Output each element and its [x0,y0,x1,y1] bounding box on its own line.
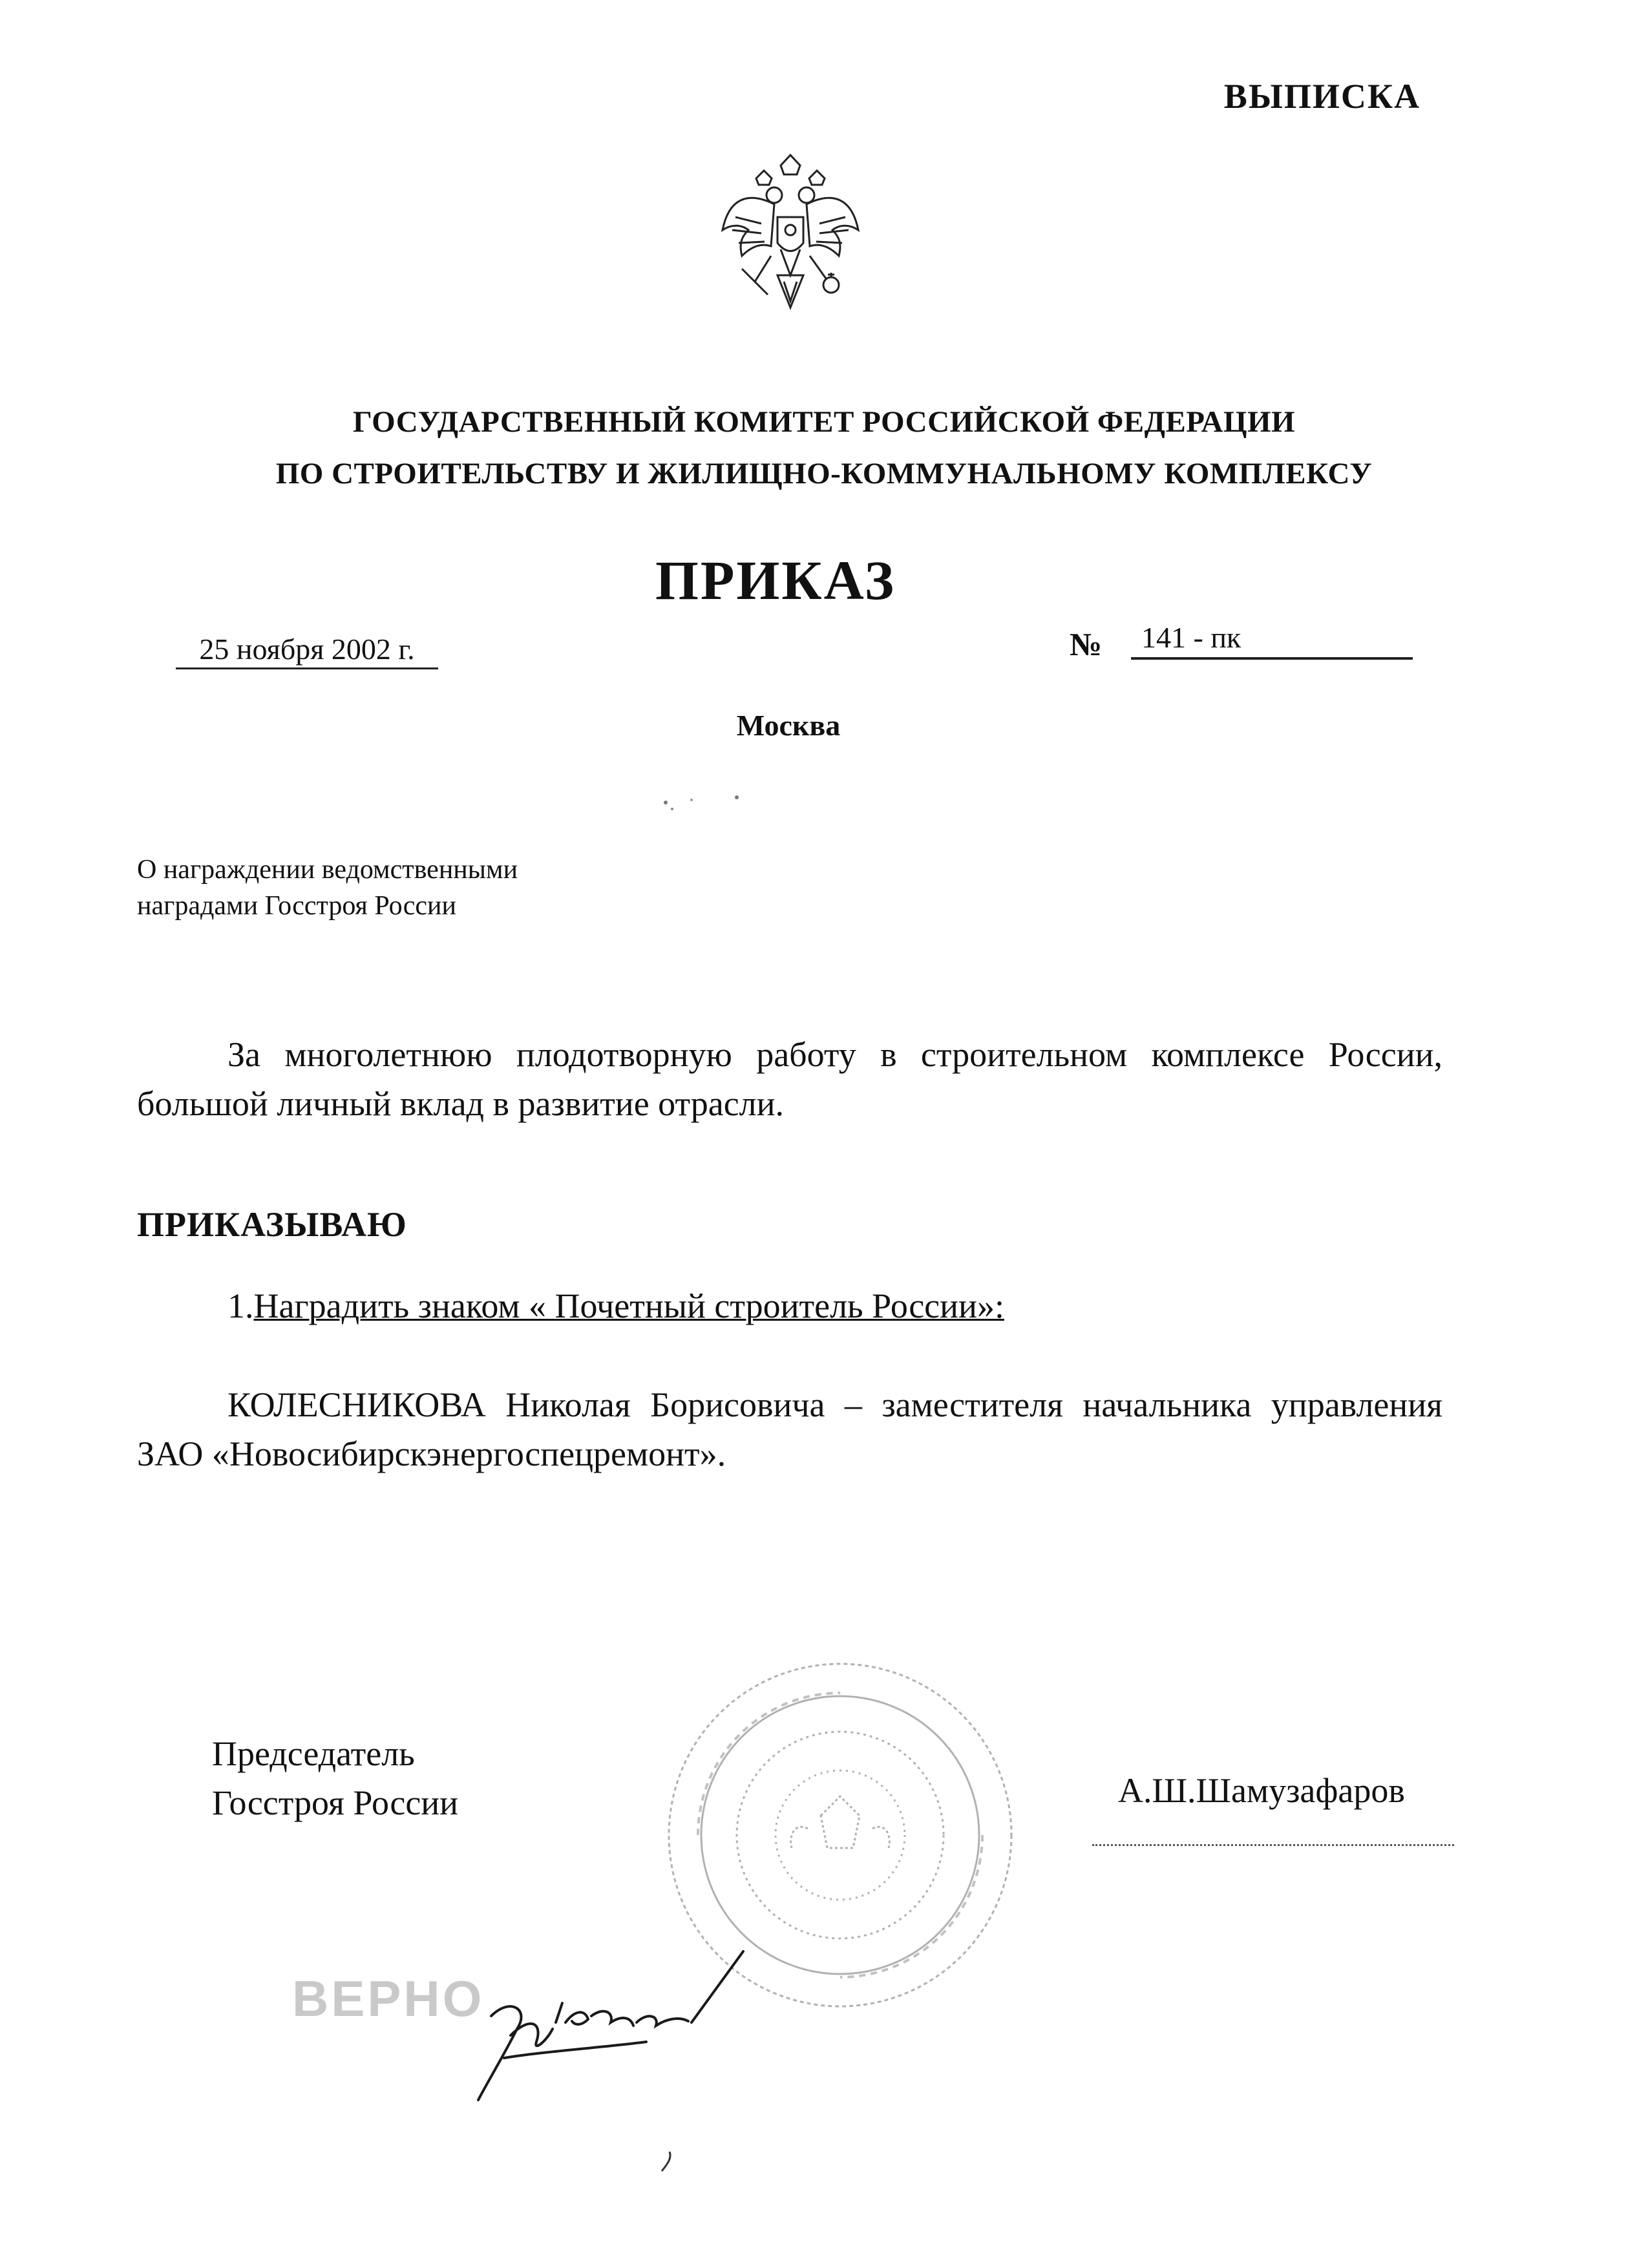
order-date: 25 ноября 2002 г. [176,632,438,669]
russian-coat-of-arms-icon [716,152,865,314]
award-recipient-paragraph: КОЛЕСНИКОВА Николая Борисовича – заместителя начальника управления ЗАО «Новосибирскэнергоспецремонт». [137,1385,1442,1473]
order-title: ПРИКАЗ [655,549,896,611]
verno-stamp: ВЕРНО [292,1970,485,2027]
item-text: Наградить знаком « Почетный строитель России»: [253,1286,1004,1325]
organization-name-line-2: ПО СТРОИТЕЛЬСТВУ И ЖИЛИЩНО-КОММУНАЛЬНОМУ КОМПЛЕКСУ [275,457,1373,490]
subject-line-1: О награждении ведомственными [137,855,518,885]
signer-title-line-1: Председатель [212,1734,415,1773]
scan-speckle [653,788,756,814]
subject-line-2: наградами Госстроя России [137,891,456,921]
stray-pen-mark [658,2149,677,2175]
preamble-paragraph: За многолетнюю плодотворную работу в строительном комплексе России, большой личный вклад в развитие отрасли. [137,1035,1442,1123]
order-item-1 [227,1286,1004,1326]
signer-title-line-2: Госстроя России [212,1783,459,1822]
signer-name: А.Ш.Шамузафаров [1118,1771,1405,1810]
order-number: 141 - пк [1131,620,1413,660]
signature-line [1092,1844,1454,1846]
order-directive-heading: ПРИКАЗЫВАЮ [137,1205,407,1244]
document-type-label: ВЫПИСКА [1223,77,1421,116]
order-subject [137,852,602,924]
order-number-sign: № [1070,626,1103,662]
handwritten-signature-icon [465,1938,763,2106]
city-name: Москва [736,709,841,742]
item-number: 1. [227,1286,254,1325]
signer-title [212,1729,458,1827]
organization-name-line-1: ГОСУДАРСТВЕННЫЙ КОМИТЕТ РОССИЙСКОЙ ФЕДЕРАЦИИ [352,405,1296,439]
